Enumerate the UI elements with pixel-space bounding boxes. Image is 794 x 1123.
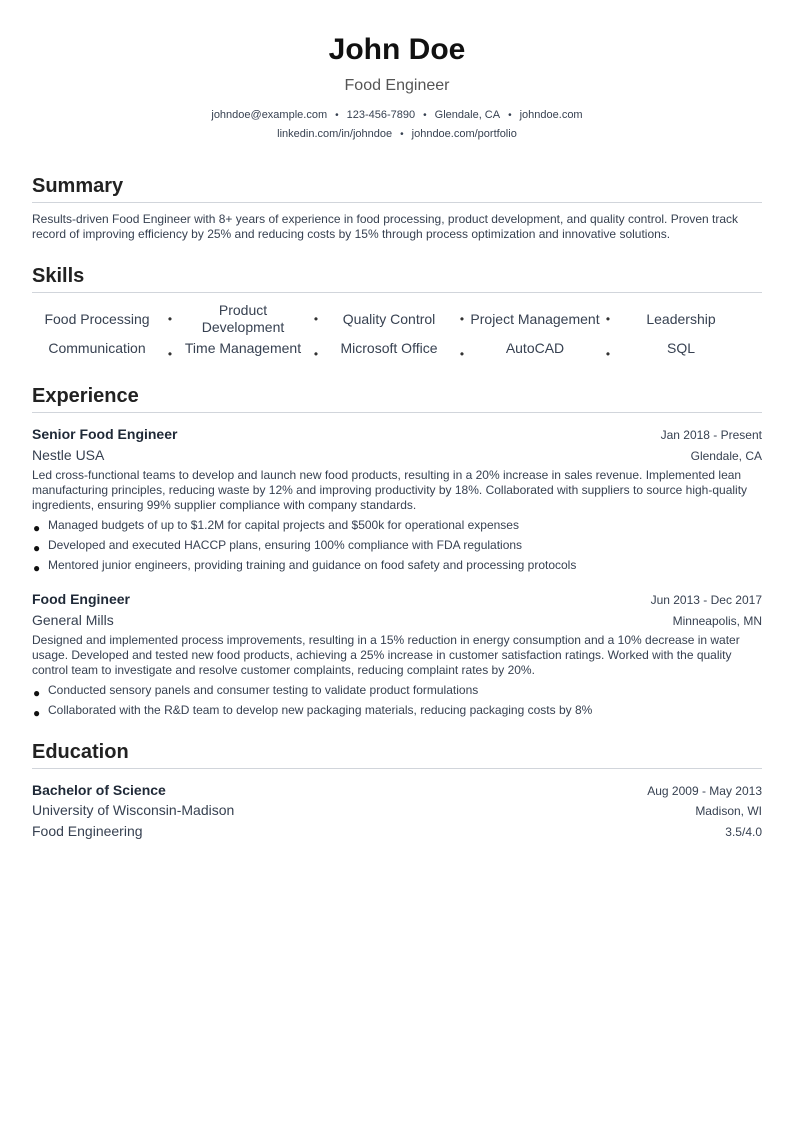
separator-dot: • [313,347,319,361]
education-location: Madison, WI [695,804,762,818]
job-role: Food Engineer [32,591,130,607]
candidate-title: Food Engineer [344,77,450,94]
bullet-text: Developed and executed HACCP plans, ensuring 100% compliance with FDA regulations [48,538,523,552]
bullet-icon: ● [33,541,41,555]
job-header-line [32,589,762,609]
bullet-icon: ● [33,521,41,535]
portfolio-link[interactable]: johndoe.com/portfolio [411,128,517,140]
job-role: Senior Food Engineer [32,426,178,442]
resume-header [32,30,762,144]
bullet-text: Mentored junior engineers, providing training and guidance on food safety and processing protocols [48,558,577,572]
separator-dot: • [459,347,465,361]
bullet-icon: ● [33,561,41,575]
list-item [32,557,762,573]
job-company: General Mills [32,612,114,628]
skill-item: Communication [48,339,146,356]
section-heading-education: Education [32,740,762,769]
skill-item: SQL [666,339,695,356]
phone-number: 123-456-7890 [346,109,416,121]
bullet-icon: ● [33,706,41,720]
job-entry [32,424,762,573]
skill-item: Project Management [470,310,600,327]
skill-item: Food Processing [44,310,150,327]
separator-dot: • [605,312,611,326]
contact-line-1 [32,106,762,125]
section-heading-skills: Skills [32,264,762,293]
bullet-text: Managed budgets of up to $1.2M for capital projects and $500k for operational expenses [48,518,519,532]
experience-section [32,384,762,718]
education-degree-line [32,780,762,800]
skill-item: Product Development [201,302,285,335]
summary-text: Results-driven Food Engineer with 8+ years of experience in food processing, product development, and quality control. Proven track record of improving efficiency by 25% and reducing costs by 15% through process optimization and innovative solutions. [32,212,739,241]
education-section [32,740,762,842]
bullet-icon: ● [33,686,41,700]
separator-dot: • [335,110,339,121]
email-link[interactable]: johndoe@example.com [211,109,328,121]
education-degree: Bachelor of Science [32,782,166,798]
job-header-line [32,424,762,444]
list-item [32,517,762,533]
contact-line-2 [32,125,762,144]
skill-item: Microsoft Office [340,339,438,356]
bullet-text: Collaborated with the R&D team to develop new packaging materials, reducing packaging costs by 8% [48,703,593,717]
education-entry [32,780,762,842]
separator-dot: • [508,110,512,121]
job-entry [32,589,762,718]
job-company-line [32,444,762,466]
job-dates: Jun 2013 - Dec 2017 [650,593,762,607]
job-dates: Jan 2018 - Present [660,428,762,442]
location: Glendale, CA [434,109,501,121]
list-item [32,682,762,698]
education-school: University of Wisconsin-Madison [32,802,235,818]
separator-dot: • [423,110,427,121]
separator-dot: • [400,129,404,140]
separator-dot: • [167,312,173,326]
education-major-line [32,821,762,842]
job-company-line [32,609,762,631]
separator-dot: • [605,347,611,361]
bullet-text: Conducted sensory panels and consumer testing to validate product formulations [48,683,479,697]
education-gpa: 3.5/4.0 [725,825,762,839]
section-heading-experience: Experience [32,384,762,413]
skills-grid [32,302,762,366]
list-item [32,702,762,718]
job-company: Nestle USA [32,447,105,463]
section-heading-summary: Summary [32,174,762,203]
job-location: Glendale, CA [690,449,762,463]
skills-section [32,264,762,366]
skill-item: Time Management [184,339,302,356]
job-description: Led cross-functional teams to develop and launch new food products, resulting in a 20% increase in sales revenue. Implemented lean manufacturing principles, reducing waste by 12% and improving productivity by 18%. Collaborated with suppliers to source high-quality ingredients, ensuring 99% supplier compliance with company standards. [32,468,748,512]
education-dates: Aug 2009 - May 2013 [647,784,762,798]
candidate-name: John Doe [328,33,466,66]
job-bullet-list [32,682,762,718]
skill-item: Leadership [646,310,716,327]
education-school-line [32,800,762,821]
skill-item: Quality Control [342,310,436,327]
education-major: Food Engineering [32,823,143,839]
job-bullet-list [32,517,762,573]
job-location: Minneapolis, MN [672,614,762,628]
linkedin-link[interactable]: linkedin.com/in/johndoe [277,128,393,140]
skill-item: AutoCAD [505,339,565,356]
summary-section [32,174,762,242]
website-link[interactable]: johndoe.com [519,109,583,121]
separator-dot: • [167,347,173,361]
list-item [32,537,762,553]
job-description: Designed and implemented process improvements, resulting in a 15% reduction in energy consumption and a 10% decrease in water usage. Developed and tested new food products, achieving a 25% increase in customer satisfaction ratings. Worked with the quality control team to investigate and resolve customer complaints, reducing complaint rates by 20%. [32,633,740,677]
resume-page [32,0,762,842]
separator-dot: • [313,312,319,326]
separator-dot: • [459,312,465,326]
